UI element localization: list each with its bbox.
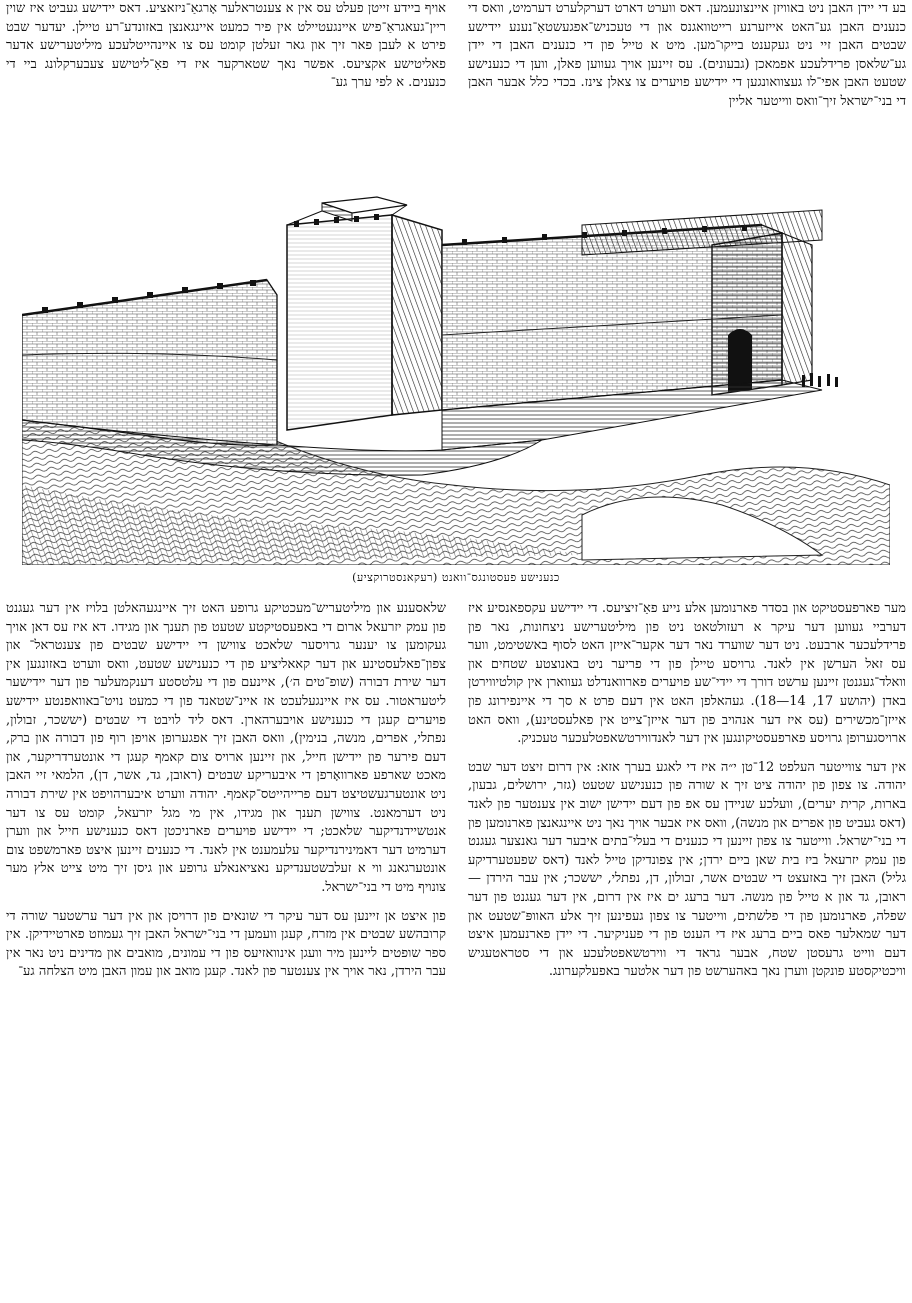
paragraph: מער פארפעסטיקט און בסדר פארנומען אלע נייע פאַ־זיציעס. די יידישע עקספאנסיע איז דערביי געווען דער עיקר א רעזולטאט ניט פון מיליטערישע ניצחונות, נאר פון פרידלעכער ארבעט. ניט דער שווערד נאר דער אקער־אייזן האט לסוף באשטימט, ווער עס זאל הערשן אין לאנד. גרויסע טיילן פון די פריער ניט באנוצטע שטחים און וואלד־געגנטן זיינען ערשט דורך די יידי־שע פויערים פארוואנדלט געווארן אין קולטיווירטן באדן (יהושע 17, 14—18). געהאלפן האט אין דעם פרט א סך די איינפירונג פון אייזן־מכשירים (עס איז דער אנהויב פון דער אייזן־צייט אין פאלעסטינע), וואס האט ארויסגערופן גרויסע פארפעסטיקונגען אין דער לאנדווירטשאפטלעכער טעכניק. bbox=[468, 601, 907, 747]
column-top-right bbox=[468, 0, 906, 112]
column-bottom-right bbox=[468, 600, 906, 982]
paragraph: אויף ביידע זייטן פעלט עס אין א צענטראלער אָרגאַ־ניזאציע. דאס יידישע געביט איז שוין ריין־געאגראַ־פיש איינגעטיילט אין פיר כמעט איינגאנצן באזונדע־רע טיילן. יעדער שבט פירט א לעבן פאר זיך און גאר זעלטן קומט עס צו איינהייטלעכע מיליטערישע אדער פאליטישע אקציעס. אפשר נאך שטארקער איז די פאַ־ליטישע צעבערקלונג ביי די כנענים. א לפי ערך גע־ bbox=[6, 1, 446, 91]
paragraph: אין דער צווייטער העלפט 12־טן י״ה איז די לאגע בערך אזא: אין דרום זיצט דער שבט יהודה. צו צפון פון יהודה ציט זיך א שורה פון כנענישע שטעט (גזר, ירושלים, גבעון, בארות, קרית יערים), וועלכע שניידן עס אפ פון דעם יידישן ישוב אין צענטער פון לאנד (דאס געביט פון אפרים און מנשה), וואס איז אבער אויך נאך ניט איינגאנצן פארנומען פון די בני־ישראל. ווייטער צו צפון זיינען די כנענים די בעלי־בתים איבער דער גאנצער געגנט פון עמק יזרעאל ביז בית שאן ביים ירדן; אין צפונדיקן טייל לאנד (דאס שפעטערדיקע גליל) האבן זיך באזעצט די שבטים אשר, זבולון, דן, נפתלי, יששכר; אין עבר הירדן — ראובן, גד און א טייל פון מנשה. דער ברעג ים איז אין דרום, אין דער געגנט פון דער שפלה, פארנומען פון די פלשתים, ווייטער צו צפון געפינען זיך אלע האוופּ־שטעט און דער שמאלער פאס ביים ברעג איז די הענט פון די פעניקיער. די יידן פארנעמען איצט דעם ווייט גרעסטן שטח, אבער גראד די ווירטשאפטלעכע און די סטראטעגיש וויכטיקסטע פונקטן ווערן נאך באהערשט פון דער אלטער באפעלקערונג. bbox=[468, 759, 906, 980]
paragraph: שלאסענע און מיליטעריש־מעכטיקע גרופע האט זיך איינגעהאלטן בלויז אין דער געגנט פון עמק יזרעאל ארום די באפעסטיקטע שטעט פון תענך און מגידו. דא איז עס דאן אויך געקומען צו יענער גרויסער שלאכט צווישן די יידישע שבטים פון צענטראל־ און צפון־פאלעסטינע און דער קאאליציע פון די כנענישע שטעט, וואס ווערט באזונגען אין דער שירת דבורה (שופ־טים ה׳), איינעם פון די עלטסטע דענקמעלער פון דער יידישער ליטעראטור. עס איז איינגעלעכט אז איינ־שטאנד פון די כמעט נויט־באוואפנטע יידישע פויערים קעגן די כנענישע אויבערהארן. דאס ליד לויבט די שבטים (יששכר, זבולון, נפתלי, אפרים, מנשה, בנימין), וואס האבן זיך אפגערופן אויפן רוף פון דבורה און ברק, דעם פירער פון יידישן חייל, און זיינען ארויס צום קאמף קעגן די אונטערדריקער, און מאכט שארפע פארוואָרפן די איבעריקע שבטים (ראובן, גד, אשר, דן), הלמאי זיי האבן ניט אונטערגעשטיצט דעם פרייהייטס־קאמף. יהודה ווערט איבערהויפט אין שירת דבורה ניט דערמאנט. צווישן תענך און מגידו, אין מי מגל יזרעאל, קומט עס צו דער אנטשיידנדיקער שלאכט; די יידישע פויערים פארניכטן דאס כנענישע חייל און ווערן דערמיט דער דאמינירנדיקער עלעמענט אין לאנד. די כנענים זיינען איצט פארמשפט צום אונטערגאנג ווי א זעלבשטענדיקע נאציאנאלע גרופע און גיסן זיך מיט צייט אלץ מער צונויף מיט די בני־ישראל. bbox=[6, 601, 446, 895]
paragraph: בע די יידן האבן ניט באוויזן איינצונעמען. דאס ווערט דארט דערקלערט דערמיט, וואס די כנענים האבן גע־האט אייזערנע רייטוואגנס און די טעכניש־אפגעשטאַ־נענע יידישע שבטים האבן זיי ניט געקענט בייקו־מען. מיט א טייל פון די כנענים האבן די יידן גע־שלאסן פרידלעכע אפמאכן (גבעונים). עס זיינען אויך געווען פאלן, ווען די כנענישע שטעט האבן אפי־לו געצוואונגען די יידישע פויערים צו צאלן צינז. בכדי כלל אבער האבן די בני־ישראל זיך־וואס ווייטער אליין bbox=[468, 1, 907, 109]
column-top-left bbox=[6, 0, 446, 93]
illustration-caption: כנענישע פעסטונגס־וואנט (רעקאנסטרוקציע) bbox=[352, 571, 560, 584]
fortress-wall-illustration bbox=[22, 185, 890, 565]
paragraph: פון איצט אן זיינען עס דער עיקר די שונאים פון דרויסן און אין דער ערשטער שורה די קרובהשע שבטים אין מזרח, קעגן וועמען די בני־ישראל האבן זיך געמוזט פארטיידיקן. אין ספר שופטים ליינען מיר וועגן אינוואזיעס פון די עמונים, מואבים און מדינים ניט נאר אין עבר הירדן, נאר אויך אין צענטער פון לאנד. קעגן מואב און עמון האבן מיט הצלחה גע־ bbox=[6, 908, 446, 980]
column-bottom-left bbox=[6, 600, 446, 982]
